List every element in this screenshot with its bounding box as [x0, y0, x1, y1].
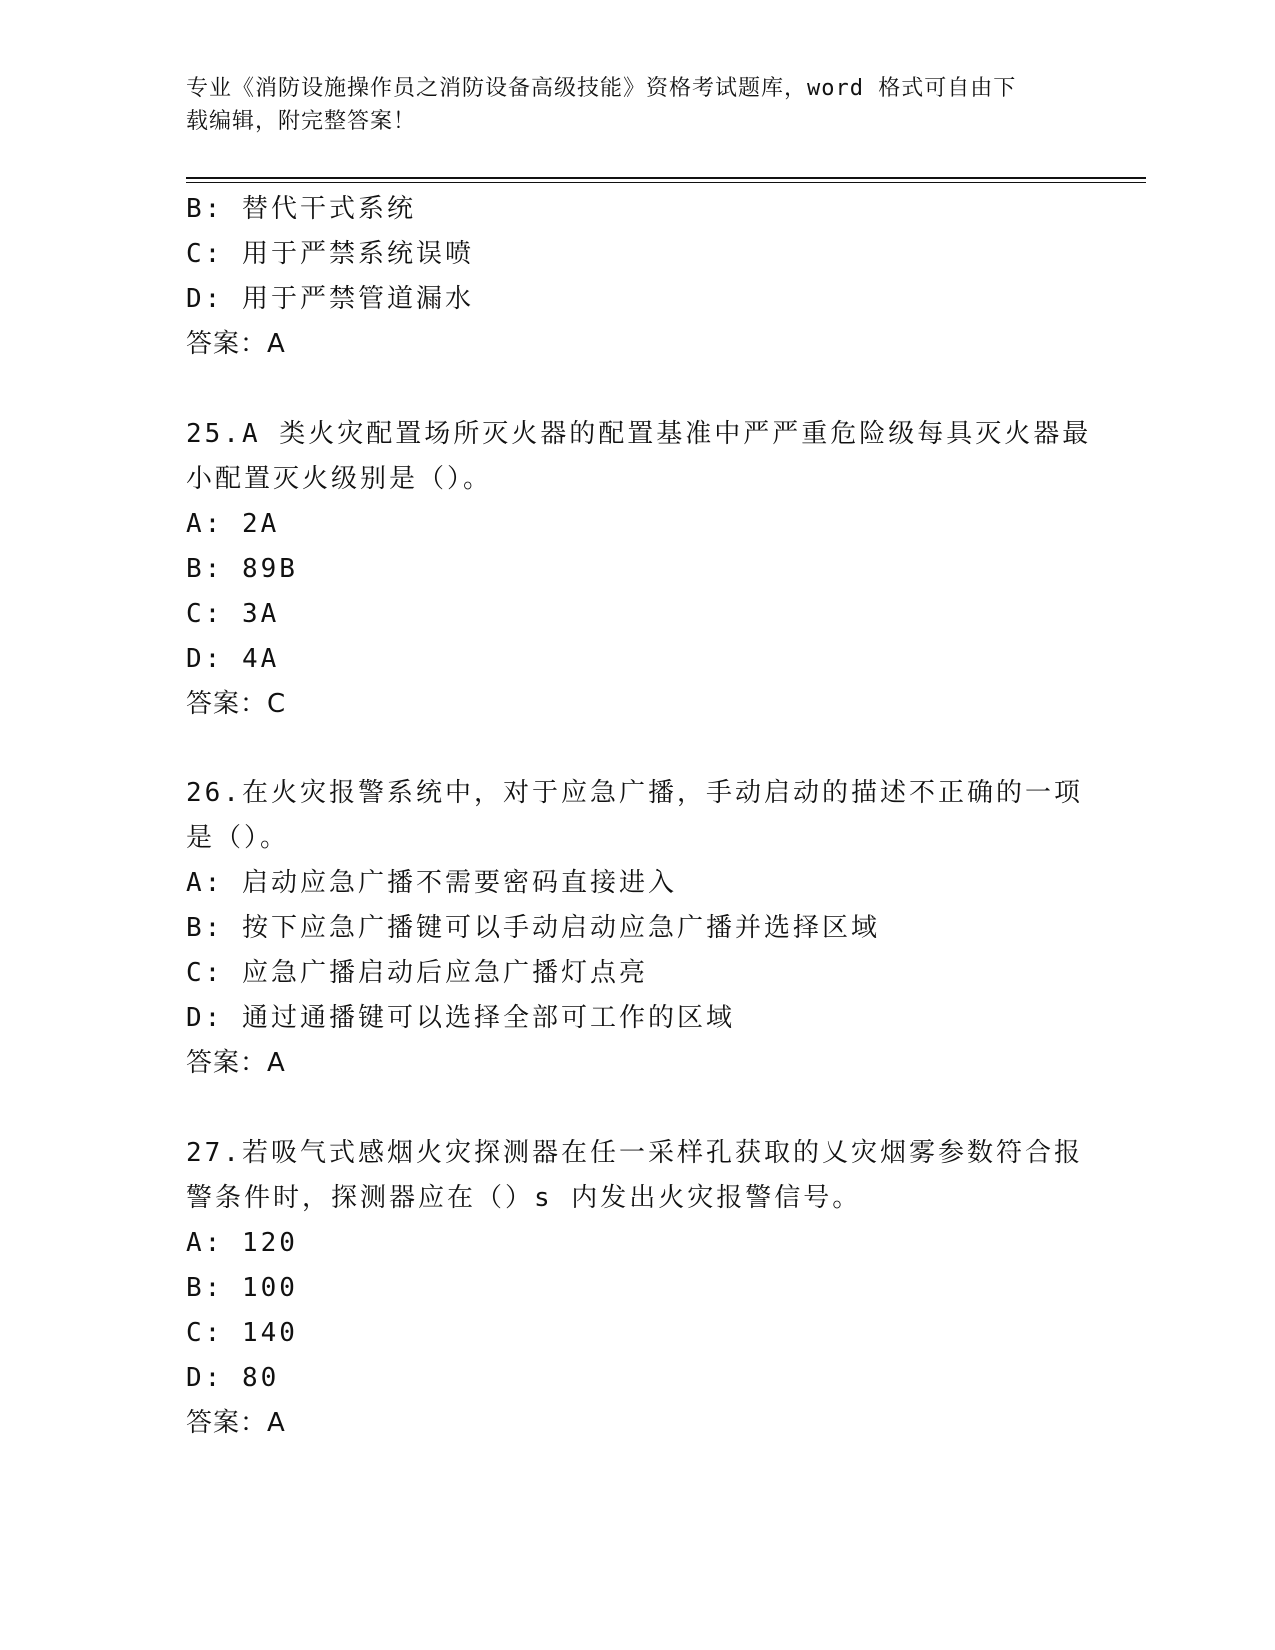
- q25-stem-line-2: 小配置灭火级别是（）。: [186, 464, 493, 494]
- q26-stem-line-2: 是（）。: [186, 823, 290, 853]
- q26-stem-line-1: 26.在火灾报警系统中，对于应急广播，手动启动的描述不正确的一项: [186, 778, 1083, 808]
- q26-option-d: D: 通过通播键可以选择全部可工作的区域: [186, 1003, 735, 1033]
- header-line-2: 载编辑，附完整答案！: [186, 109, 417, 134]
- prev-option-c: C: 用于严禁系统误喷: [186, 239, 474, 269]
- header-divider-thin: [186, 182, 1146, 183]
- header-divider-thick: [186, 177, 1146, 179]
- document-header: [186, 72, 1066, 138]
- prev-answer: 答案：A: [186, 329, 286, 359]
- q27-stem-line-1: 27.若吸气式感烟火灾探测器在任一采样孔获取的乂灾烟雾参数符合报: [186, 1138, 1083, 1168]
- q25-option-c: C: 3A: [186, 599, 280, 629]
- q27-option-b: B: 100: [186, 1273, 298, 1303]
- q25-option-a: A: 2A: [186, 509, 280, 539]
- q26-option-c: C: 应急广播启动后应急广播灯点亮: [186, 958, 648, 988]
- q27-option-a: A: 120: [186, 1228, 298, 1258]
- prev-option-d: D: 用于严禁管道漏水: [186, 284, 474, 314]
- header-line-1: 专业《消防设施操作员之消防设备高级技能》资格考试题库，word 格式可自由下: [186, 76, 1017, 101]
- q25-option-b: B: 89B: [186, 554, 298, 584]
- q27-option-c: C: 140: [186, 1318, 298, 1348]
- q26-option-b: B: 按下应急广播键可以手动启动应急广播并选择区域: [186, 913, 880, 943]
- q26-option-a: A: 启动应急广播不需要密码直接进入: [186, 868, 677, 898]
- q27-stem-line-2: 警条件时，探测器应在（）s 内发出火灾报警信号。: [186, 1183, 862, 1213]
- q25-option-d: D: 4A: [186, 644, 280, 674]
- prev-option-b: B: 替代干式系统: [186, 194, 416, 224]
- q27-answer: 答案：A: [186, 1408, 286, 1438]
- q27-option-d: D: 80: [186, 1363, 280, 1393]
- q25-answer: 答案：C: [186, 689, 287, 719]
- q26-answer: 答案：A: [186, 1048, 286, 1078]
- q25-stem-line-1: 25.A 类火灾配置场所灭火器的配置基准中严严重危险级每具灭火器最: [186, 419, 1092, 449]
